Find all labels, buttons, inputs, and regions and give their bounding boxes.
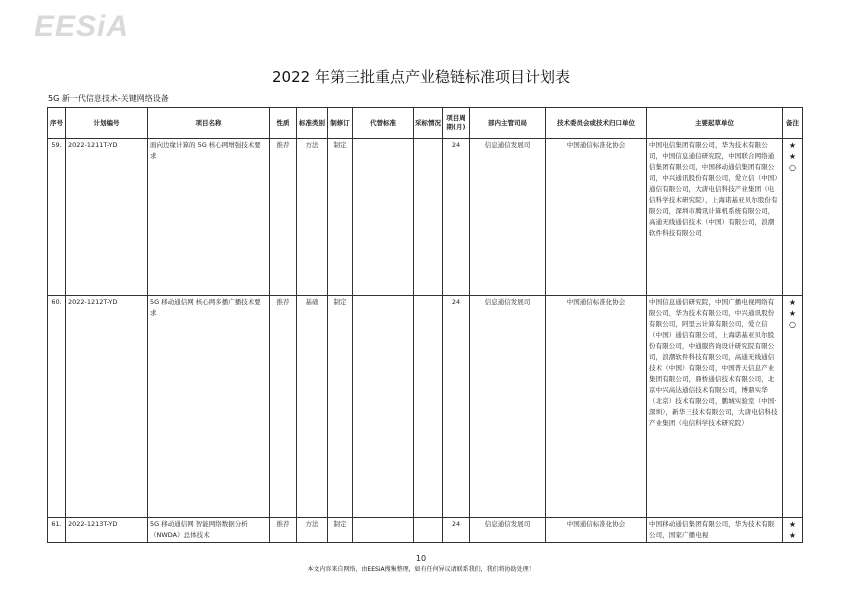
header-cell: 计划编号 <box>66 108 148 139</box>
header-cell: 制修订 <box>328 108 353 139</box>
standards-table <box>47 107 803 543</box>
plan-id: 2022-1212T-YD <box>66 296 148 518</box>
star-icon: ★ <box>788 152 797 161</box>
adopt-status <box>414 296 443 518</box>
department: 信息通信发展司 <box>470 296 546 518</box>
header-cell: 项目周期(月) <box>443 108 470 139</box>
header-cell: 技术委员会或技术归口单位 <box>546 108 647 139</box>
period: 24 <box>443 139 470 296</box>
page-title: 2022 年第三批重点产业稳链标准项目计划表 <box>272 68 570 86</box>
period: 24 <box>443 518 470 543</box>
plan-id: 2022-1213T-YD <box>66 518 148 543</box>
notes-cell <box>783 296 803 518</box>
committee: 中国通信标准化协会 <box>546 139 647 296</box>
department: 信息通信发展司 <box>470 518 546 543</box>
header-cell: 采标情况 <box>414 108 443 139</box>
star-icon: ★ <box>788 298 797 307</box>
committee: 中国通信标准化协会 <box>546 518 647 543</box>
header-cell: 项目名称 <box>148 108 270 139</box>
drafting-units: 中国信息通信研究院，中国广播电视网络有限公司，华为技术有限公司，中兴通讯股份有限公司，阿里云计算有限公司，爱立信（中国）通信有限公司，上海诺基亚贝尔股份有限公司，中通服咨询设计研究院有限公司，浪潮软件科技有限公司，高通无线通信技术（中国）有限公司，中国普天信息产业集团有限公司，鼎桥通信技术有限公司，北京中兴高达通信技术有限公司，博鼎实华（北京）技术有限公司，鹏城实验室（中国·深圳），新华三技术有限公司，大唐电信科技产业集团（电信科学技术研究院） <box>647 296 783 518</box>
star-icon: ★ <box>788 141 797 150</box>
header-cell: 代替标准 <box>353 108 414 139</box>
table-row <box>48 518 803 543</box>
revision: 制定 <box>328 296 353 518</box>
circle-icon: ○ <box>789 163 796 172</box>
revision: 制定 <box>328 518 353 543</box>
notes-cell <box>783 518 803 543</box>
header-cell: 备注 <box>783 108 803 139</box>
notes-cell <box>783 139 803 296</box>
replace-standard <box>353 296 414 518</box>
row-number: 60. <box>48 296 66 518</box>
circle-icon: ○ <box>789 320 796 329</box>
section-label: 5G 新一代信息技术-关键网络设备 <box>48 94 169 103</box>
drafting-units: 中国电信集团有限公司，华为技术有限公司，中国信息通信研究院，中国联合网络通信集团有限公司，中国移动通信集团有限公司，中兴通讯股份有限公司，爱立信（中国）通信有限公司，大唐电信科技产业集团（电信科学技术研究院），上海诺基亚贝尔股份有限公司，深圳市腾讯计算机系统有限公司，高通无线通信技术（中国）有限公司，浪潮软件科技有限公司 <box>647 139 783 296</box>
replace-standard <box>353 139 414 296</box>
star-icon: ★ <box>788 309 797 318</box>
table-header-row <box>48 108 803 139</box>
page-number: 10 <box>415 554 427 563</box>
row-number: 59. <box>48 139 66 296</box>
row-number: 61. <box>48 518 66 543</box>
header-cell: 主要起草单位 <box>647 108 783 139</box>
table-row <box>48 296 803 518</box>
nature: 推荐 <box>270 518 297 543</box>
header-cell: 标准类别 <box>297 108 328 139</box>
header-cell: 序号 <box>48 108 66 139</box>
nature: 推荐 <box>270 296 297 518</box>
star-icon: ★ <box>788 520 797 529</box>
star-icon: ★ <box>788 531 797 540</box>
adopt-status <box>414 518 443 543</box>
adopt-status <box>414 139 443 296</box>
period: 24 <box>443 296 470 518</box>
replace-standard <box>353 518 414 543</box>
drafting-units: 中国移动通信集团有限公司，华为技术有限公司，国家广播电视 <box>647 518 783 543</box>
project-name: 5G 移动通信网 智能网络数据分析（NWDA）总体技术 <box>148 518 270 543</box>
nature: 推荐 <box>270 139 297 296</box>
table-row <box>48 139 803 296</box>
eesia-logo: EESiA <box>34 10 130 43</box>
header-cell: 部内主管司局 <box>470 108 546 139</box>
category: 方法 <box>297 518 328 543</box>
project-name: 面向边缘计算的 5G 核心网增强技术要求 <box>148 139 270 296</box>
department: 信息通信发展司 <box>470 139 546 296</box>
category: 基础 <box>297 296 328 518</box>
plan-id: 2022-1211T-YD <box>66 139 148 296</box>
committee: 中国通信标准化协会 <box>546 296 647 518</box>
revision: 制定 <box>328 139 353 296</box>
category: 方法 <box>297 139 328 296</box>
footer-disclaimer: 本文内容来自网络，由EESiA搜集整理，如有任何异议请联系我们，我们将协助处理！ <box>307 566 535 573</box>
header-cell: 性质 <box>270 108 297 139</box>
project-name: 5G 移动通信网 核心网多播广播技术要求 <box>148 296 270 518</box>
